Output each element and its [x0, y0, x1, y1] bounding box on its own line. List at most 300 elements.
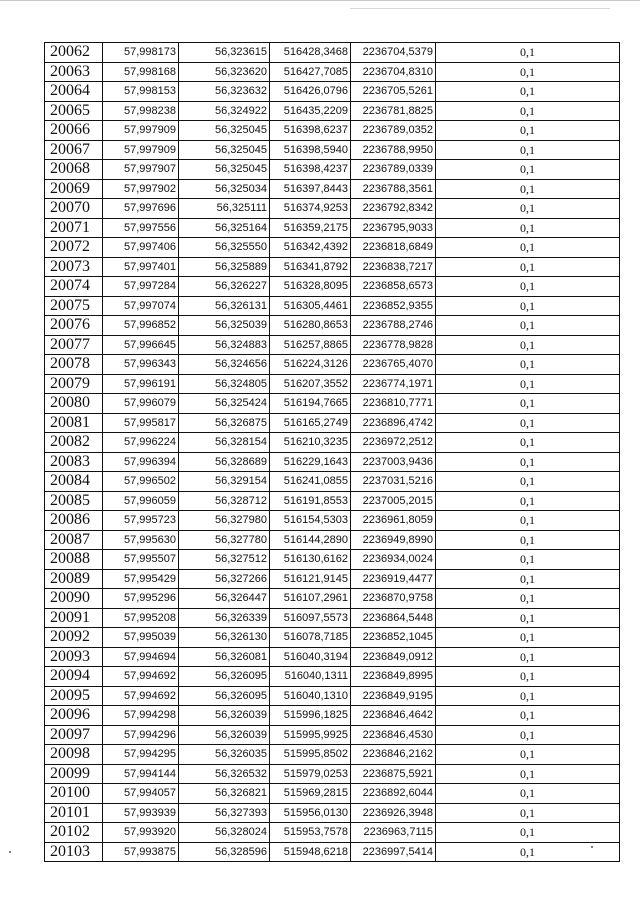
accuracy-cell: 0,1	[436, 433, 620, 453]
latitude-cell: 57,995630	[103, 530, 179, 550]
x-coordinate-cell: 516257,8865	[270, 335, 351, 355]
x-coordinate-cell: 516359,2175	[270, 218, 351, 238]
accuracy-cell: 0,1	[436, 140, 620, 160]
accuracy-cell: 0,1	[436, 394, 620, 414]
y-coordinate-cell: 2236896,4742	[351, 413, 436, 433]
point-number-cell: 20096	[45, 706, 103, 726]
longitude-cell: 56,323632	[179, 82, 270, 102]
y-coordinate-cell: 2236926,3948	[351, 803, 436, 823]
latitude-cell: 57,994692	[103, 686, 179, 706]
table-row	[45, 608, 620, 628]
longitude-cell: 56,324922	[179, 101, 270, 121]
y-coordinate-cell: 2236810,7771	[351, 394, 436, 414]
y-coordinate-cell: 2237003,9436	[351, 452, 436, 472]
table-row	[45, 452, 620, 472]
point-number-cell: 20076	[45, 316, 103, 336]
y-coordinate-cell: 2237005,2015	[351, 491, 436, 511]
table-row	[45, 413, 620, 433]
y-coordinate-cell: 2236788,9950	[351, 140, 436, 160]
x-coordinate-cell: 516241,0855	[270, 472, 351, 492]
y-coordinate-cell: 2236704,5379	[351, 43, 436, 63]
longitude-cell: 56,326095	[179, 686, 270, 706]
point-number-cell: 20091	[45, 608, 103, 628]
longitude-cell: 56,326875	[179, 413, 270, 433]
accuracy-cell: 0,1	[436, 784, 620, 804]
table-row	[45, 491, 620, 511]
point-number-cell: 20077	[45, 335, 103, 355]
accuracy-cell: 0,1	[436, 199, 620, 219]
y-coordinate-cell: 2236864,5448	[351, 608, 436, 628]
x-coordinate-cell: 516144,2890	[270, 530, 351, 550]
table-row	[45, 296, 620, 316]
longitude-cell: 56,326821	[179, 784, 270, 804]
point-number-cell: 20078	[45, 355, 103, 375]
y-coordinate-cell: 2236849,0912	[351, 647, 436, 667]
accuracy-cell: 0,1	[436, 43, 620, 63]
y-coordinate-cell: 2236846,4530	[351, 725, 436, 745]
y-coordinate-cell: 2236774,1971	[351, 374, 436, 394]
latitude-cell: 57,996079	[103, 394, 179, 414]
latitude-cell: 57,994692	[103, 667, 179, 687]
longitude-cell: 56,326532	[179, 764, 270, 784]
x-coordinate-cell: 516040,3194	[270, 647, 351, 667]
longitude-cell: 56,325164	[179, 218, 270, 238]
point-number-cell: 20071	[45, 218, 103, 238]
x-coordinate-cell: 516428,3468	[270, 43, 351, 63]
table-row	[45, 842, 620, 862]
scan-speck	[591, 846, 593, 848]
x-coordinate-cell: 516398,6237	[270, 121, 351, 141]
y-coordinate-cell: 2236789,0339	[351, 160, 436, 180]
longitude-cell: 56,326131	[179, 296, 270, 316]
accuracy-cell: 0,1	[436, 530, 620, 550]
latitude-cell: 57,996394	[103, 452, 179, 472]
longitude-cell: 56,327512	[179, 550, 270, 570]
table-row	[45, 647, 620, 667]
accuracy-cell: 0,1	[436, 218, 620, 238]
accuracy-cell: 0,1	[436, 842, 620, 862]
y-coordinate-cell: 2236963,7115	[351, 823, 436, 843]
table-row	[45, 511, 620, 531]
latitude-cell: 57,994295	[103, 745, 179, 765]
longitude-cell: 56,327780	[179, 530, 270, 550]
y-coordinate-cell: 2236858,6573	[351, 277, 436, 297]
point-number-cell: 20095	[45, 686, 103, 706]
x-coordinate-cell: 516280,8653	[270, 316, 351, 336]
longitude-cell: 56,329154	[179, 472, 270, 492]
longitude-cell: 56,324883	[179, 335, 270, 355]
table-row	[45, 628, 620, 648]
x-coordinate-cell: 516207,3552	[270, 374, 351, 394]
y-coordinate-cell: 2236781,8825	[351, 101, 436, 121]
accuracy-cell: 0,1	[436, 803, 620, 823]
x-coordinate-cell: 516328,8095	[270, 277, 351, 297]
longitude-cell: 56,324656	[179, 355, 270, 375]
x-coordinate-cell: 516040,1310	[270, 686, 351, 706]
table-row	[45, 706, 620, 726]
latitude-cell: 57,997902	[103, 179, 179, 199]
longitude-cell: 56,325045	[179, 140, 270, 160]
table-row	[45, 218, 620, 238]
table-row	[45, 82, 620, 102]
table-row	[45, 589, 620, 609]
point-number-cell: 20099	[45, 764, 103, 784]
longitude-cell: 56,326095	[179, 667, 270, 687]
longitude-cell: 56,325034	[179, 179, 270, 199]
y-coordinate-cell: 2236919,4477	[351, 569, 436, 589]
latitude-cell: 57,996191	[103, 374, 179, 394]
accuracy-cell: 0,1	[436, 628, 620, 648]
point-number-cell: 20090	[45, 589, 103, 609]
latitude-cell: 57,997074	[103, 296, 179, 316]
latitude-cell: 57,996343	[103, 355, 179, 375]
table-row	[45, 667, 620, 687]
x-coordinate-cell: 516107,2961	[270, 589, 351, 609]
point-number-cell: 20092	[45, 628, 103, 648]
y-coordinate-cell: 2237031,5216	[351, 472, 436, 492]
x-coordinate-cell: 515979,0253	[270, 764, 351, 784]
latitude-cell: 57,996224	[103, 433, 179, 453]
table-row	[45, 394, 620, 414]
longitude-cell: 56,326339	[179, 608, 270, 628]
point-number-cell: 20089	[45, 569, 103, 589]
latitude-cell: 57,993920	[103, 823, 179, 843]
y-coordinate-cell: 2236949,8990	[351, 530, 436, 550]
x-coordinate-cell: 516078,7185	[270, 628, 351, 648]
scan-top-edge	[0, 0, 640, 5]
latitude-cell: 57,997909	[103, 140, 179, 160]
accuracy-cell: 0,1	[436, 160, 620, 180]
latitude-cell: 57,995208	[103, 608, 179, 628]
x-coordinate-cell: 516427,7085	[270, 62, 351, 82]
longitude-cell: 56,326130	[179, 628, 270, 648]
y-coordinate-cell: 2236892,6044	[351, 784, 436, 804]
accuracy-cell: 0,1	[436, 238, 620, 258]
latitude-cell: 57,997556	[103, 218, 179, 238]
longitude-cell: 56,328596	[179, 842, 270, 862]
longitude-cell: 56,327266	[179, 569, 270, 589]
accuracy-cell: 0,1	[436, 101, 620, 121]
point-number-cell: 20103	[45, 842, 103, 862]
latitude-cell: 57,993939	[103, 803, 179, 823]
accuracy-cell: 0,1	[436, 296, 620, 316]
x-coordinate-cell: 516097,5573	[270, 608, 351, 628]
latitude-cell: 57,995039	[103, 628, 179, 648]
x-coordinate-cell: 516229,1643	[270, 452, 351, 472]
x-coordinate-cell: 516397,8443	[270, 179, 351, 199]
longitude-cell: 56,324805	[179, 374, 270, 394]
x-coordinate-cell: 516342,4392	[270, 238, 351, 258]
latitude-cell: 57,997696	[103, 199, 179, 219]
accuracy-cell: 0,1	[436, 550, 620, 570]
accuracy-cell: 0,1	[436, 764, 620, 784]
point-number-cell: 20079	[45, 374, 103, 394]
table-row	[45, 355, 620, 375]
x-coordinate-cell: 516121,9145	[270, 569, 351, 589]
table-row	[45, 121, 620, 141]
table-row	[45, 569, 620, 589]
point-number-cell: 20065	[45, 101, 103, 121]
accuracy-cell: 0,1	[436, 745, 620, 765]
table-row	[45, 472, 620, 492]
point-number-cell: 20068	[45, 160, 103, 180]
longitude-cell: 56,325111	[179, 199, 270, 219]
point-number-cell: 20075	[45, 296, 103, 316]
x-coordinate-cell: 516130,6162	[270, 550, 351, 570]
point-number-cell: 20094	[45, 667, 103, 687]
accuracy-cell: 0,1	[436, 472, 620, 492]
point-number-cell: 20088	[45, 550, 103, 570]
latitude-cell: 57,996059	[103, 491, 179, 511]
accuracy-cell: 0,1	[436, 374, 620, 394]
longitude-cell: 56,323615	[179, 43, 270, 63]
accuracy-cell: 0,1	[436, 589, 620, 609]
point-number-cell: 20093	[45, 647, 103, 667]
table-row	[45, 335, 620, 355]
accuracy-cell: 0,1	[436, 277, 620, 297]
longitude-cell: 56,328689	[179, 452, 270, 472]
scan-speck	[9, 851, 11, 853]
y-coordinate-cell: 2236875,5921	[351, 764, 436, 784]
accuracy-cell: 0,1	[436, 686, 620, 706]
longitude-cell: 56,326039	[179, 725, 270, 745]
latitude-cell: 57,994298	[103, 706, 179, 726]
latitude-cell: 57,995723	[103, 511, 179, 531]
table-row	[45, 277, 620, 297]
longitude-cell: 56,325039	[179, 316, 270, 336]
x-coordinate-cell: 516165,2749	[270, 413, 351, 433]
coordinates-table	[44, 42, 620, 862]
y-coordinate-cell: 2236961,8059	[351, 511, 436, 531]
latitude-cell: 57,995429	[103, 569, 179, 589]
accuracy-cell: 0,1	[436, 121, 620, 141]
y-coordinate-cell: 2236849,9195	[351, 686, 436, 706]
y-coordinate-cell: 2236852,9355	[351, 296, 436, 316]
latitude-cell: 57,998173	[103, 43, 179, 63]
y-coordinate-cell: 2236704,8310	[351, 62, 436, 82]
point-number-cell: 20100	[45, 784, 103, 804]
y-coordinate-cell: 2236705,5261	[351, 82, 436, 102]
point-number-cell: 20081	[45, 413, 103, 433]
accuracy-cell: 0,1	[436, 335, 620, 355]
point-number-cell: 20086	[45, 511, 103, 531]
latitude-cell: 57,998153	[103, 82, 179, 102]
table-row	[45, 238, 620, 258]
latitude-cell: 57,997401	[103, 257, 179, 277]
accuracy-cell: 0,1	[436, 452, 620, 472]
accuracy-cell: 0,1	[436, 706, 620, 726]
y-coordinate-cell: 2236934,0024	[351, 550, 436, 570]
y-coordinate-cell: 2236972,2512	[351, 433, 436, 453]
y-coordinate-cell: 2236870,9758	[351, 589, 436, 609]
latitude-cell: 57,994057	[103, 784, 179, 804]
accuracy-cell: 0,1	[436, 569, 620, 589]
y-coordinate-cell: 2236838,7217	[351, 257, 436, 277]
point-number-cell: 20067	[45, 140, 103, 160]
table-row	[45, 433, 620, 453]
accuracy-cell: 0,1	[436, 257, 620, 277]
point-number-cell: 20097	[45, 725, 103, 745]
y-coordinate-cell: 2236789,0352	[351, 121, 436, 141]
accuracy-cell: 0,1	[436, 725, 620, 745]
latitude-cell: 57,996502	[103, 472, 179, 492]
table-row	[45, 374, 620, 394]
latitude-cell: 57,997284	[103, 277, 179, 297]
scan-artifact-line	[350, 8, 610, 9]
latitude-cell: 57,993875	[103, 842, 179, 862]
point-number-cell: 20063	[45, 62, 103, 82]
latitude-cell: 57,994296	[103, 725, 179, 745]
point-number-cell: 20102	[45, 823, 103, 843]
point-number-cell: 20098	[45, 745, 103, 765]
x-coordinate-cell: 516305,4461	[270, 296, 351, 316]
table-row	[45, 764, 620, 784]
longitude-cell: 56,325045	[179, 121, 270, 141]
table-row	[45, 550, 620, 570]
table-row	[45, 745, 620, 765]
latitude-cell: 57,995817	[103, 413, 179, 433]
table-row	[45, 803, 620, 823]
point-number-cell: 20073	[45, 257, 103, 277]
table-row	[45, 686, 620, 706]
accuracy-cell: 0,1	[436, 316, 620, 336]
accuracy-cell: 0,1	[436, 647, 620, 667]
table-row	[45, 101, 620, 121]
longitude-cell: 56,326227	[179, 277, 270, 297]
y-coordinate-cell: 2236997,5414	[351, 842, 436, 862]
accuracy-cell: 0,1	[436, 491, 620, 511]
longitude-cell: 56,328712	[179, 491, 270, 511]
point-number-cell: 20066	[45, 121, 103, 141]
x-coordinate-cell: 516194,7665	[270, 394, 351, 414]
accuracy-cell: 0,1	[436, 823, 620, 843]
y-coordinate-cell: 2236792,8342	[351, 199, 436, 219]
x-coordinate-cell: 516224,3126	[270, 355, 351, 375]
table-row	[45, 179, 620, 199]
longitude-cell: 56,325045	[179, 160, 270, 180]
table-row	[45, 140, 620, 160]
table-row	[45, 62, 620, 82]
latitude-cell: 57,997406	[103, 238, 179, 258]
accuracy-cell: 0,1	[436, 355, 620, 375]
y-coordinate-cell: 2236852,1045	[351, 628, 436, 648]
longitude-cell: 56,323620	[179, 62, 270, 82]
x-coordinate-cell: 515995,9925	[270, 725, 351, 745]
latitude-cell: 57,994144	[103, 764, 179, 784]
latitude-cell: 57,998168	[103, 62, 179, 82]
accuracy-cell: 0,1	[436, 667, 620, 687]
accuracy-cell: 0,1	[436, 608, 620, 628]
point-number-cell: 20087	[45, 530, 103, 550]
latitude-cell: 57,996852	[103, 316, 179, 336]
table-row	[45, 823, 620, 843]
x-coordinate-cell: 515995,8502	[270, 745, 351, 765]
accuracy-cell: 0,1	[436, 179, 620, 199]
x-coordinate-cell: 516435,2209	[270, 101, 351, 121]
x-coordinate-cell: 515953,7578	[270, 823, 351, 843]
x-coordinate-cell: 516426,0796	[270, 82, 351, 102]
longitude-cell: 56,326039	[179, 706, 270, 726]
y-coordinate-cell: 2236788,3561	[351, 179, 436, 199]
x-coordinate-cell: 515969,2815	[270, 784, 351, 804]
y-coordinate-cell: 2236795,9033	[351, 218, 436, 238]
x-coordinate-cell: 516191,8553	[270, 491, 351, 511]
y-coordinate-cell: 2236765,4070	[351, 355, 436, 375]
accuracy-cell: 0,1	[436, 413, 620, 433]
longitude-cell: 56,327980	[179, 511, 270, 531]
longitude-cell: 56,328024	[179, 823, 270, 843]
y-coordinate-cell: 2236846,2162	[351, 745, 436, 765]
point-number-cell: 20062	[45, 43, 103, 63]
table-row	[45, 257, 620, 277]
latitude-cell: 57,997907	[103, 160, 179, 180]
table-row	[45, 160, 620, 180]
latitude-cell: 57,994694	[103, 647, 179, 667]
point-number-cell: 20084	[45, 472, 103, 492]
latitude-cell: 57,998238	[103, 101, 179, 121]
point-number-cell: 20070	[45, 199, 103, 219]
x-coordinate-cell: 516398,5940	[270, 140, 351, 160]
longitude-cell: 56,326035	[179, 745, 270, 765]
accuracy-cell: 0,1	[436, 511, 620, 531]
point-number-cell: 20074	[45, 277, 103, 297]
y-coordinate-cell: 2236818,6849	[351, 238, 436, 258]
point-number-cell: 20101	[45, 803, 103, 823]
point-number-cell: 20085	[45, 491, 103, 511]
point-number-cell: 20069	[45, 179, 103, 199]
x-coordinate-cell: 516040,1311	[270, 667, 351, 687]
table-row	[45, 784, 620, 804]
longitude-cell: 56,325424	[179, 394, 270, 414]
latitude-cell: 57,997909	[103, 121, 179, 141]
longitude-cell: 56,325889	[179, 257, 270, 277]
coordinates-table-body	[45, 43, 620, 862]
point-number-cell: 20072	[45, 238, 103, 258]
x-coordinate-cell: 516154,5303	[270, 511, 351, 531]
table-row	[45, 530, 620, 550]
x-coordinate-cell: 516341,8792	[270, 257, 351, 277]
y-coordinate-cell: 2236849,8995	[351, 667, 436, 687]
longitude-cell: 56,327393	[179, 803, 270, 823]
accuracy-cell: 0,1	[436, 82, 620, 102]
point-number-cell: 20083	[45, 452, 103, 472]
x-coordinate-cell: 516374,9253	[270, 199, 351, 219]
latitude-cell: 57,995507	[103, 550, 179, 570]
x-coordinate-cell: 516210,3235	[270, 433, 351, 453]
latitude-cell: 57,996645	[103, 335, 179, 355]
longitude-cell: 56,328154	[179, 433, 270, 453]
accuracy-cell: 0,1	[436, 62, 620, 82]
table-row	[45, 725, 620, 745]
latitude-cell: 57,995296	[103, 589, 179, 609]
longitude-cell: 56,325550	[179, 238, 270, 258]
point-number-cell: 20064	[45, 82, 103, 102]
table-row	[45, 199, 620, 219]
table-row	[45, 43, 620, 63]
x-coordinate-cell: 515948,6218	[270, 842, 351, 862]
point-number-cell: 20082	[45, 433, 103, 453]
y-coordinate-cell: 2236846,4642	[351, 706, 436, 726]
longitude-cell: 56,326447	[179, 589, 270, 609]
x-coordinate-cell: 516398,4237	[270, 160, 351, 180]
longitude-cell: 56,326081	[179, 647, 270, 667]
y-coordinate-cell: 2236778,9828	[351, 335, 436, 355]
x-coordinate-cell: 515996,1825	[270, 706, 351, 726]
point-number-cell: 20080	[45, 394, 103, 414]
y-coordinate-cell: 2236788,2746	[351, 316, 436, 336]
table-row	[45, 316, 620, 336]
x-coordinate-cell: 515956,0130	[270, 803, 351, 823]
